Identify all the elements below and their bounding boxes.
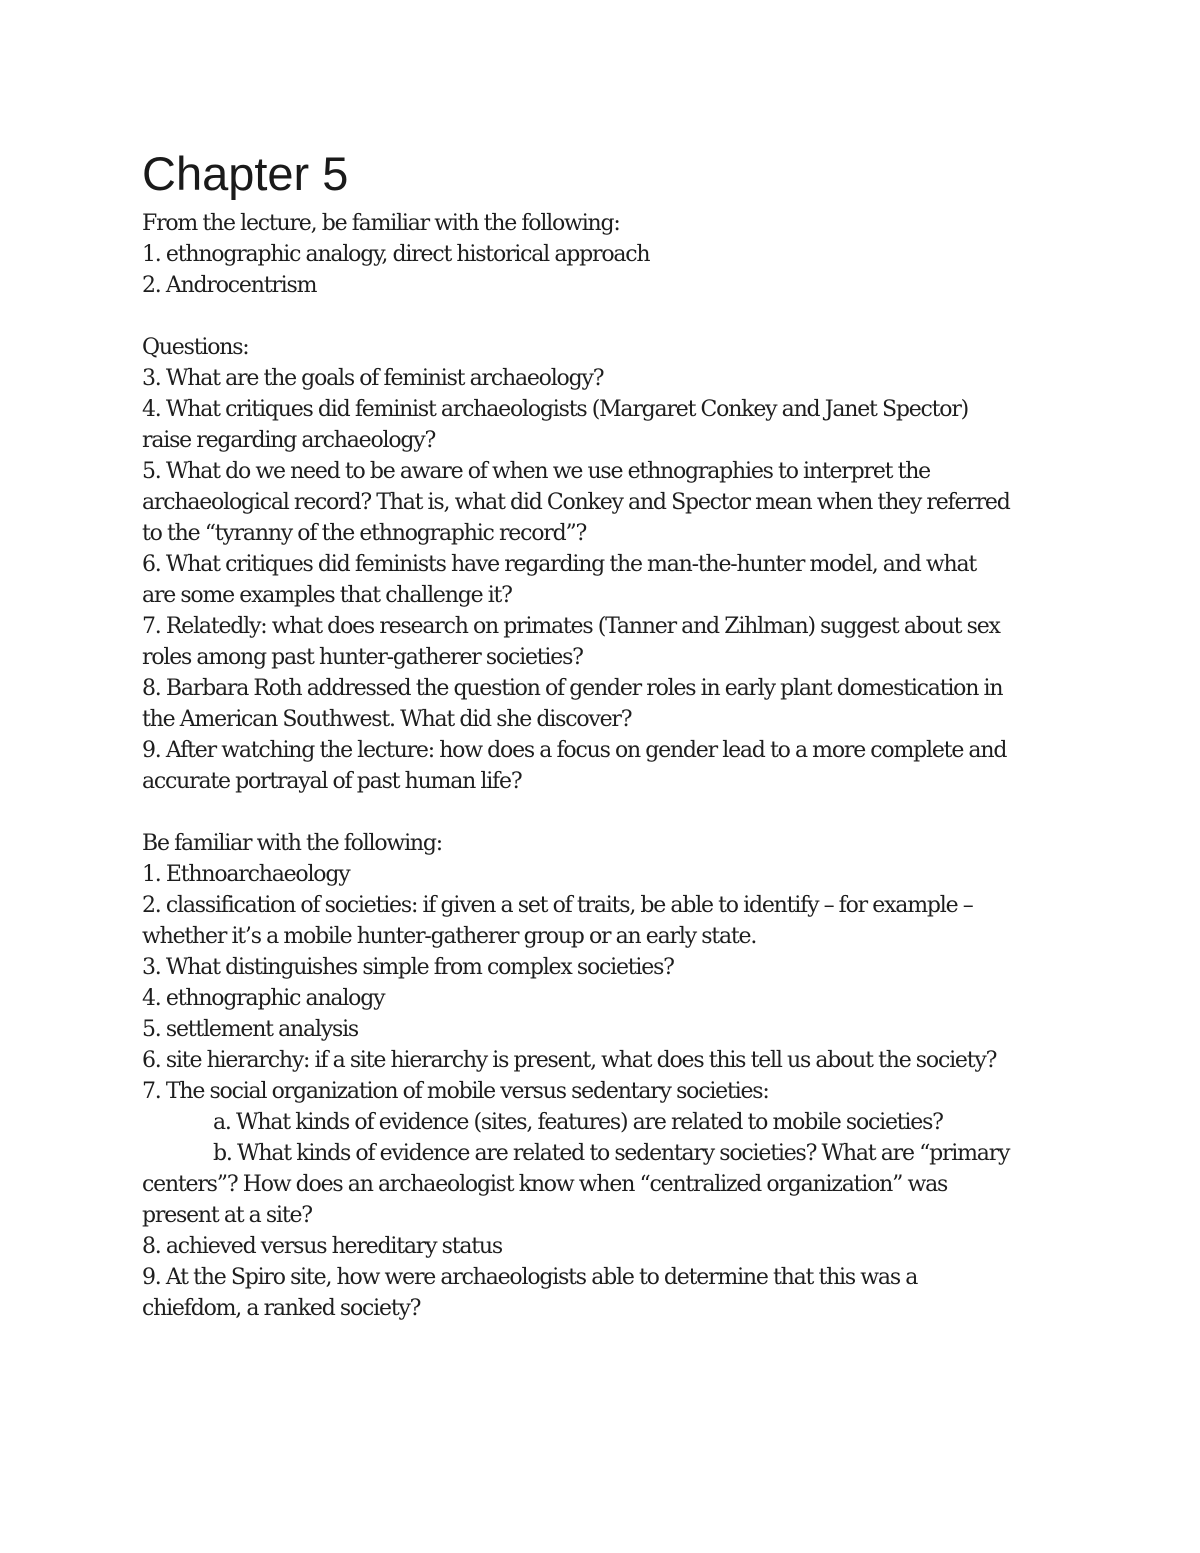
question-line: 8. Barbara Roth addressed the question of gender roles in early plant domestication in <box>142 676 1003 701</box>
familiar-line: whether it’s a mobile hunter-gatherer group or an early state. <box>142 924 757 949</box>
familiar-line: 2. classification of societies: if given a set of traits, be able to identify – for example – <box>142 893 973 918</box>
questions-heading: Questions: <box>142 335 249 360</box>
question-line: 7. Relatedly: what does research on primates (Tanner and Zihlman) suggest about sex <box>142 614 1000 639</box>
familiar-line: 3. What distinguishes simple from complex societies? <box>142 955 674 980</box>
familiar-line: centers”? How does an archaeologist know when “centralized organization” was <box>142 1172 948 1197</box>
page-title: Chapter 5 <box>142 147 349 200</box>
question-line: 4. What critiques did feminist archaeologists (Margaret Conkey and Janet Spector) <box>142 397 969 422</box>
question-line: 6. What critiques did feminists have regarding the man-the-hunter model, and what <box>142 552 977 577</box>
familiar-line: 7. The social organization of mobile versus sedentary societies: <box>142 1079 769 1104</box>
question-line: accurate portrayal of past human life? <box>142 769 522 794</box>
question-line: roles among past hunter-gatherer societies? <box>142 645 583 670</box>
list-item: 2. Androcentrism <box>142 273 317 298</box>
document-body <box>142 146 1072 1324</box>
familiar-line: 5. settlement analysis <box>142 1017 358 1042</box>
familiar-intro: Be familiar with the following: <box>142 831 442 856</box>
familiar-line: 4. ethnographic analogy <box>142 986 385 1011</box>
question-line: raise regarding archaeology? <box>142 428 436 453</box>
list-item: 1. ethnographic analogy, direct historical approach <box>142 242 650 267</box>
question-line: the American Southwest. What did she discover? <box>142 707 632 732</box>
familiar-line: chiefdom, a ranked society? <box>142 1296 421 1321</box>
sub-item-a: a. What kinds of evidence (sites, features) are related to mobile societies? <box>213 1110 943 1135</box>
familiar-line: 1. Ethnoarchaeology <box>142 862 350 887</box>
familiar-line: present at a site? <box>142 1203 312 1228</box>
question-line: 3. What are the goals of feminist archaeology? <box>142 366 604 391</box>
familiar-line: 8. achieved versus hereditary status <box>142 1234 502 1259</box>
lecture-intro: From the lecture, be familiar with the following: <box>142 211 620 236</box>
sub-item-b: b. What kinds of evidence are related to sedentary societies? What are “primary <box>213 1141 1010 1166</box>
question-line: 9. After watching the lecture: how does a focus on gender lead to a more complete and <box>142 738 1007 763</box>
question-line: archaeological record? That is, what did Conkey and Spector mean when they referred <box>142 490 1010 515</box>
familiar-line: 9. At the Spiro site, how were archaeologists able to determine that this was a <box>142 1265 918 1290</box>
question-line: 5. What do we need to be aware of when we use ethnographies to interpret the <box>142 459 931 484</box>
spacer <box>142 797 1072 828</box>
question-line: to the “tyranny of the ethnographic record”? <box>142 521 587 546</box>
familiar-line: 6. site hierarchy: if a site hierarchy is present, what does this tell us about the society? <box>142 1048 997 1073</box>
spacer <box>142 301 1072 332</box>
question-line: are some examples that challenge it? <box>142 583 512 608</box>
